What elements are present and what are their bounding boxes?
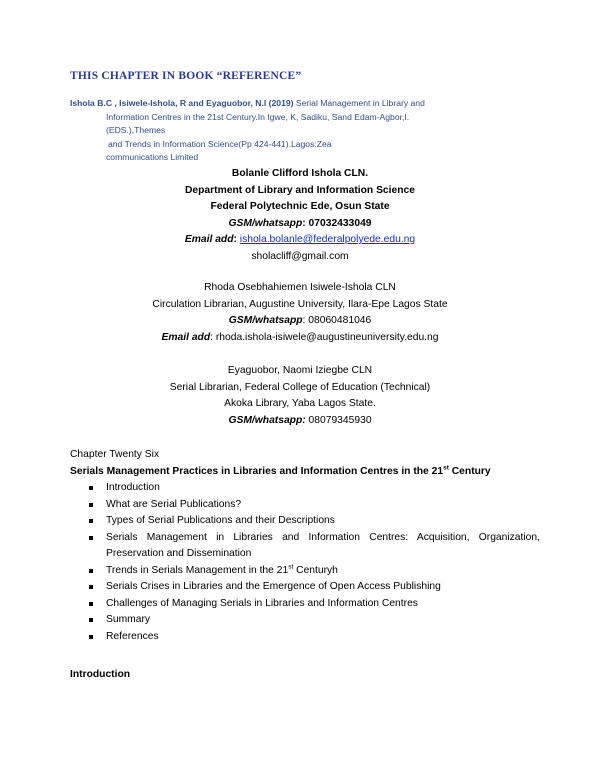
chapter-outline	[70, 447, 540, 645]
introduction-heading: Introduction	[70, 669, 131, 680]
bullet-icon	[89, 503, 93, 507]
list-item	[70, 629, 540, 646]
citation-reference	[70, 97, 470, 165]
bullet-icon	[89, 569, 93, 573]
author-1-email-sep: :	[233, 234, 240, 245]
list-item-text: Introduction	[106, 482, 160, 493]
list-item-text: Types of Serial Publications and their Descriptions	[106, 515, 335, 526]
author-1-name: Bolanle Clifford Ishola CLN.	[231, 168, 369, 179]
chapter-title-text: Serials Management Practices in Libraries and Information Centres in the 21	[70, 465, 444, 477]
list-item	[70, 596, 540, 613]
list-item-text: Summary	[106, 614, 151, 625]
list-item-sup: st	[288, 563, 294, 571]
author-2-gsm	[0, 313, 600, 330]
list-item	[70, 497, 540, 514]
list-item-text: Trends in Serials Management in the 21	[106, 564, 289, 576]
list-item-text-end: Centuryh	[293, 564, 338, 576]
author-2-name: Rhoda Osebhahiemen Isiwele-Ishola CLN	[204, 282, 396, 293]
citation-line-3: and Trends in Information Science(Pp 424-441).Lagos:Zea	[108, 138, 332, 149]
list-item	[70, 480, 540, 497]
bullet-icon	[89, 519, 93, 523]
author-1-email-link[interactable]: ishola.bolanle@federalpolyede.edu.ng	[239, 234, 416, 245]
list-item	[70, 612, 540, 629]
author-2-gsm-label: GSM/whatsapp	[228, 315, 303, 326]
list-item-text: References	[106, 630, 159, 642]
author-2-email	[0, 330, 600, 347]
author-2-role: Circulation Librarian, Augustine University, Ilara-Epe Lagos State	[152, 298, 448, 310]
outline-list	[70, 480, 540, 645]
author-2-block	[0, 280, 600, 346]
citation-authors: Ishola B.C , Isiwele-Ishola, R and Eyaguobor, N.I (2019)	[70, 98, 294, 108]
author-1-email-2: sholacliff@gmail.com	[251, 250, 349, 262]
author-1-department: Department of Library and Information Science	[184, 184, 415, 196]
author-3-gsm-value: 08079345930	[305, 414, 372, 426]
author-1-email	[0, 232, 600, 249]
page-heading: THIS CHAPTER IN BOOK “REFERENCE”	[70, 70, 302, 82]
bullet-icon	[89, 602, 93, 606]
author-2-email-label: Email add	[161, 331, 211, 343]
author-1-block	[0, 166, 600, 265]
chapter-title	[70, 464, 540, 481]
citation-line-4: communications Limited	[106, 152, 199, 162]
list-item	[70, 579, 540, 596]
list-item	[70, 563, 540, 580]
chapter-title-end: Century	[448, 465, 491, 477]
author-1-gsm-value: : 07032433049	[302, 217, 372, 229]
chapter-title-sup: st	[443, 464, 449, 472]
author-1-gsm-label: GSM/whatsapp	[228, 217, 303, 229]
author-2-email-value: : rhoda.ishola-isiwele@augustineuniversity.edu.ng	[210, 331, 439, 343]
citation-title-start: Serial Management in Library and	[293, 98, 425, 108]
author-1-institution: Federal Polytechnic Ede, Osun State	[210, 201, 390, 212]
bullet-icon	[89, 486, 93, 490]
bullet-icon	[89, 536, 93, 540]
author-3-role: Serial Librarian, Federal College of Education (Technical)	[169, 381, 431, 393]
list-item-text: Serials Crises in Libraries and the Emergence of Open Access Publishing	[106, 581, 441, 592]
bullet-icon	[89, 585, 93, 589]
bullet-icon	[89, 618, 93, 622]
author-3-place: Akoka Library, Yaba Lagos State.	[224, 398, 376, 409]
author-3-gsm-label: GSM/whatsapp:	[228, 414, 306, 426]
list-item	[70, 513, 540, 530]
author-1-email-label: Email add	[184, 234, 234, 245]
author-2-gsm-value: : 08060481046	[302, 315, 372, 326]
list-item	[70, 530, 540, 563]
author-1-gsm	[0, 216, 600, 233]
author-3-name: Eyaguobor, Naomi Iziegbe CLN	[227, 365, 373, 376]
list-item-text: Challenges of Managing Serials in Libraries and Information Centres	[106, 597, 418, 609]
author-3-gsm	[0, 413, 600, 430]
citation-line-2: Information Centres in the 21st Century.In Igwe, K, Sadiku, Sand Edam-Agbor,I. (EDS.),Themes	[106, 111, 410, 135]
author-3-block	[0, 363, 600, 429]
chapter-label: Chapter Twenty Six	[70, 449, 160, 460]
list-item-text: Serials Management in Libraries and Information Centres: Acquisition, Organization, Preservation and Dissemination	[106, 531, 540, 559]
list-item-text: What are Serial Publications?	[106, 498, 242, 510]
bullet-icon	[89, 635, 93, 639]
